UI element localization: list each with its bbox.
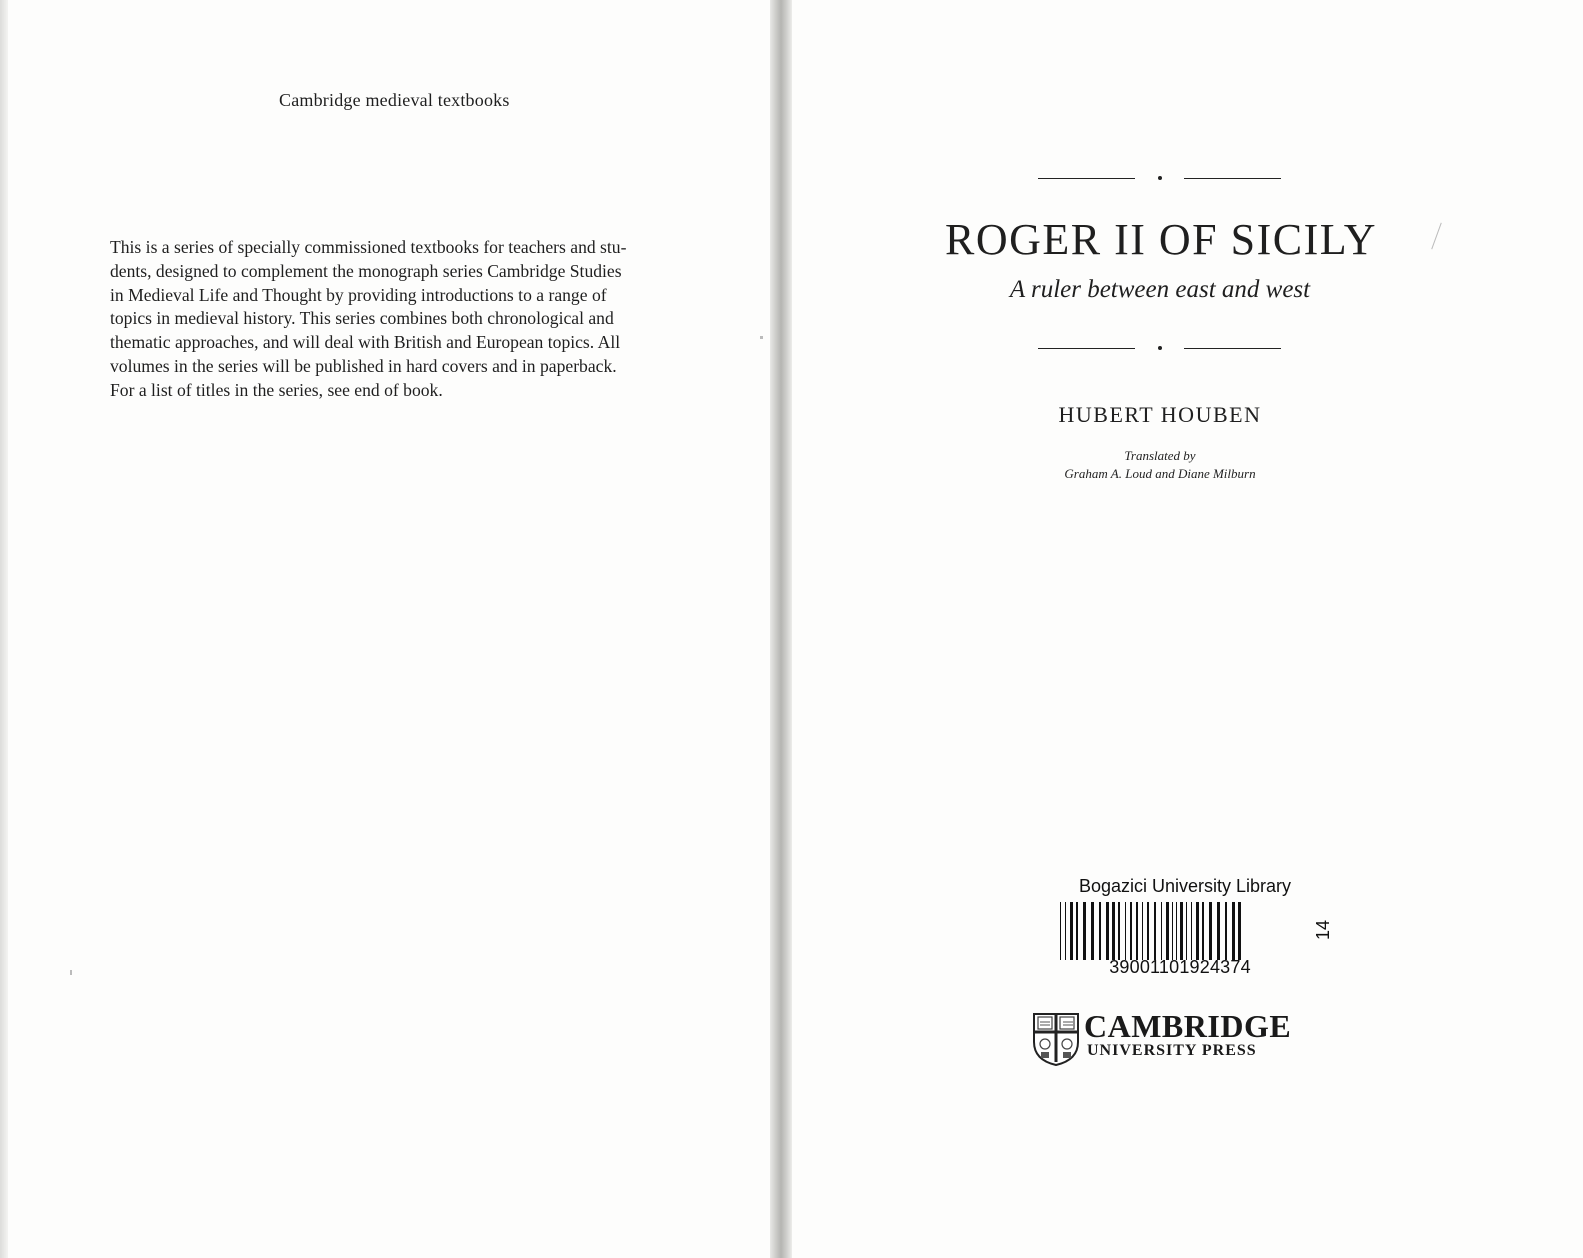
rule-line — [1038, 348, 1135, 349]
ornament-rule-top — [1038, 174, 1284, 184]
right-page — [792, 0, 1583, 1258]
library-sticker-label: Bogazici University Library — [1078, 876, 1292, 896]
page-edge-shadow — [0, 0, 8, 1258]
author-name: HUBERT HOUBEN — [1058, 402, 1262, 427]
publisher-name: CAMBRIDGE — [1084, 1008, 1292, 1044]
book-subtitle: A ruler between east and west — [1009, 276, 1311, 303]
barcode-number: 39001101924374 — [1109, 957, 1251, 977]
description-line: volumes in the series will be published in hard covers and in paperback. — [110, 355, 617, 376]
series-title: Cambridge medieval textbooks — [279, 90, 510, 110]
book-gutter — [770, 0, 792, 1258]
description-line: thematic approaches, and will deal with British and European topics. All — [110, 332, 621, 353]
description-line: This is a series of specially commissioned textbooks for teachers and stu- — [110, 237, 627, 257]
rule-line — [1184, 348, 1281, 349]
left-page — [0, 0, 770, 1258]
description-line: For a list of titles in the series, see end of book. — [110, 379, 443, 400]
description-line: topics in medieval history. This series combines both chronological and — [110, 308, 614, 329]
translated-by-label: Translated by — [1124, 448, 1196, 463]
description-line: dents, designed to complement the monograph series Cambridge Studies — [110, 260, 622, 281]
barcode-icon — [1058, 902, 1300, 960]
ornament-rule-bottom — [1038, 344, 1284, 354]
series-description — [110, 236, 706, 403]
rule-dot — [1158, 346, 1162, 350]
publisher-subname: UNIVERSITY PRESS — [1087, 1042, 1257, 1059]
scan-speck — [760, 336, 763, 339]
barcode-side-code: 14 — [1313, 919, 1333, 941]
rule-dot — [1158, 176, 1162, 180]
description-line: in Medieval Life and Thought by providing introductions to a range of — [110, 284, 607, 305]
scan-speck — [70, 970, 72, 975]
cambridge-crest-icon — [1032, 1012, 1080, 1066]
rule-line — [1038, 178, 1135, 179]
book-title: ROGER II OF SICILY — [944, 215, 1378, 264]
translator-names: Graham A. Loud and Diane Milburn — [1064, 466, 1256, 481]
rule-line — [1184, 178, 1281, 179]
